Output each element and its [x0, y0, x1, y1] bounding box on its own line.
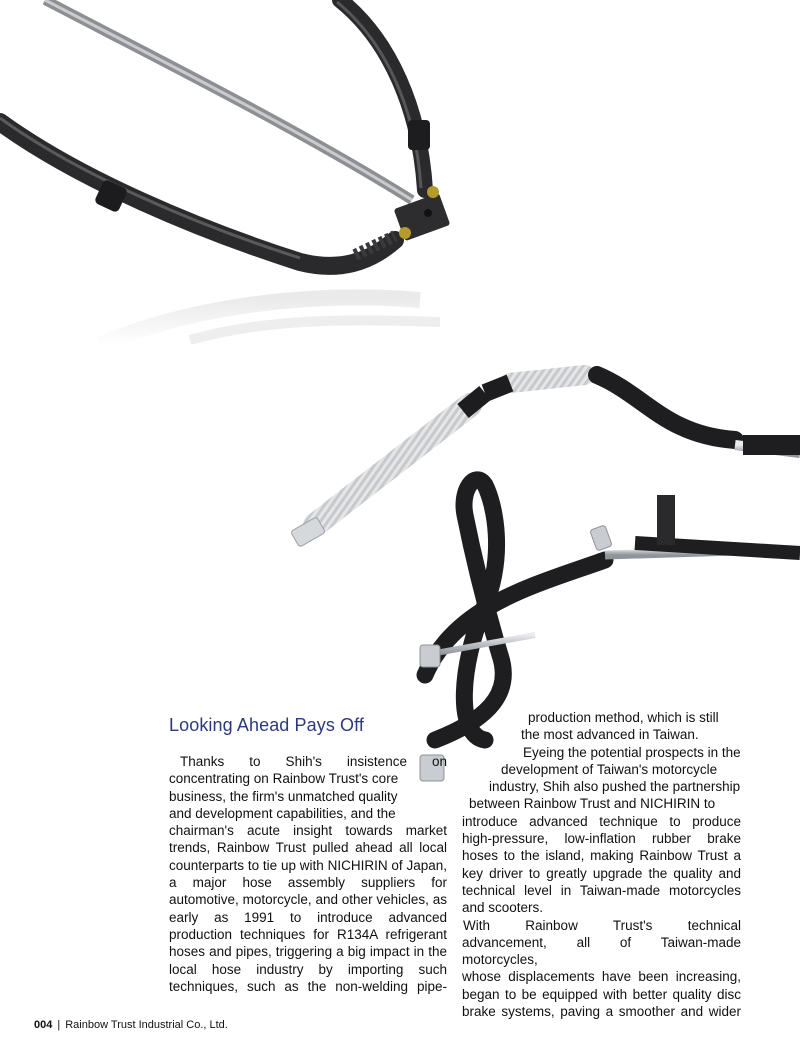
text-line: industry, Shih also pushed the partnership: [489, 779, 741, 795]
company-name: Rainbow Trust Industrial Co., Ltd.: [65, 1019, 228, 1031]
article-heading: Looking Ahead Pays Off: [169, 715, 365, 735]
text-line: a major hose assembly suppliers for: [169, 875, 447, 891]
text-line: production method, which is still: [528, 710, 719, 725]
text-line: trends, Rainbow Trust pulled ahead all local: [169, 840, 447, 856]
text-line: With Rainbow Trust's technical: [463, 917, 741, 933]
text-line: between Rainbow Trust and NICHIRIN to: [469, 796, 716, 812]
text-line: hoses and pipes, triggering a big impact in the: [169, 944, 447, 960]
text-line: development of Taiwan's motorcycle: [501, 761, 718, 777]
footer-separator: |: [57, 1019, 61, 1031]
text-line: high-pressure, low-inflation rubber brake: [462, 831, 741, 847]
brake-hose-assembly-photo: [0, 0, 460, 360]
text-line: production techniques for R134A refrigerant: [169, 926, 447, 942]
text-line: introduce advanced technique to produce: [462, 813, 741, 829]
text-line: concentrating on Rainbow Trust's core: [169, 771, 399, 787]
text-line: techniques, such as the non-welding pipe-: [169, 978, 447, 994]
text-line: whose displacements have been increasing,: [462, 969, 741, 985]
text-line: advancement, all of Taiwan-made motorcycles,: [462, 934, 741, 968]
text-line: began to be equipped with better quality disc: [462, 986, 741, 1002]
page-footer: [34, 1019, 228, 1031]
text-line: Thanks to Shih's insistence on: [180, 754, 447, 769]
text-line: early as 1991 to introduce advanced: [169, 909, 447, 925]
text-line: key driver to greatly upgrade the quality and: [462, 865, 741, 881]
article-right-column: [462, 709, 741, 1020]
text-line: counterparts to tie up with NICHIRIN of Japan,: [169, 857, 447, 873]
text-line: technical level in Taiwan-made motorcycles: [462, 882, 741, 898]
text-line: local hose industry by importing such: [169, 961, 447, 977]
article-left-column: [169, 753, 447, 995]
text-line: business, the firm's unmatched quality: [169, 788, 398, 804]
text-line: chairman's acute insight towards market: [169, 823, 447, 839]
text-line: and development capabilities, and the: [169, 805, 396, 821]
text-line: and scooters.: [462, 900, 544, 916]
text-line: hoses to the island, making Rainbow Trust a: [462, 848, 741, 864]
text-line: the most advanced in Taiwan.: [521, 727, 699, 743]
text-line: Eyeing the potential prospects in the: [523, 744, 741, 760]
text-line: brake systems, paving a smoother and wider: [462, 1004, 741, 1020]
text-line: automotive, motorcycle, and other vehicles, as: [169, 892, 447, 908]
page-number: 004: [34, 1019, 53, 1031]
